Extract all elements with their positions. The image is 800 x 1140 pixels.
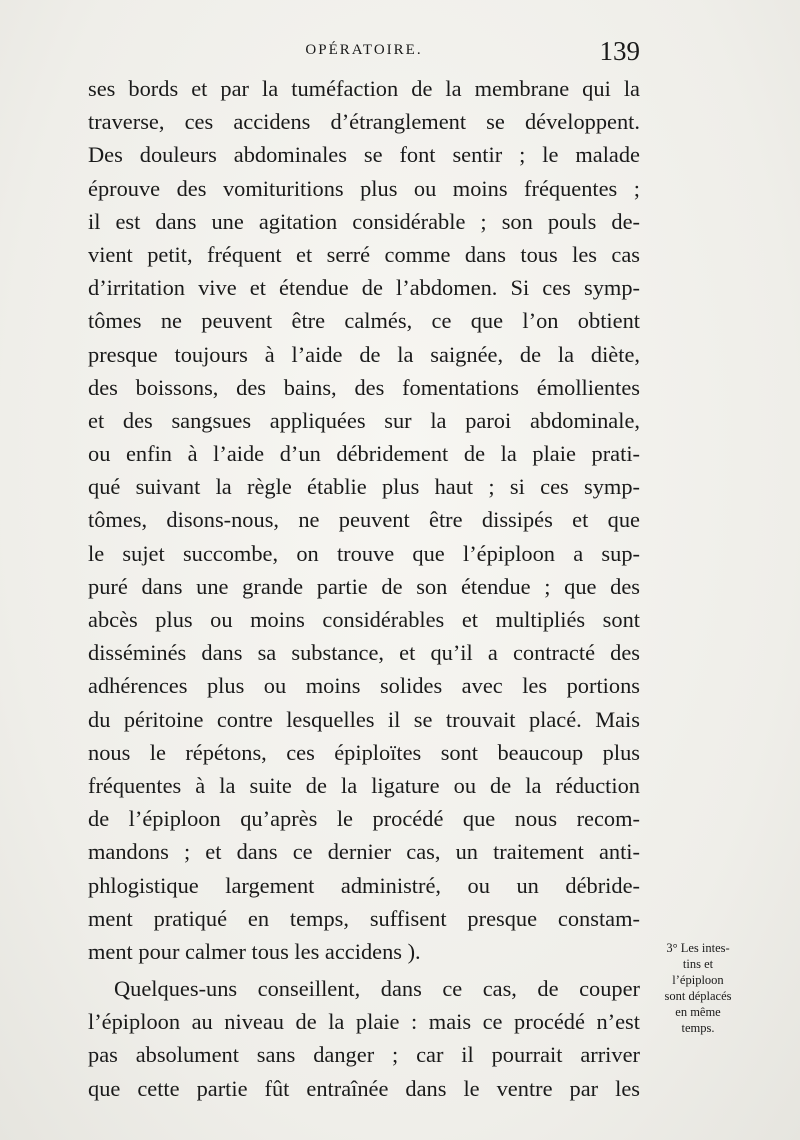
- text-line: Des douleurs abdominales se font sentir ; le malade: [88, 142, 640, 168]
- text-line: puré dans une grande partie de son étendue ; que des: [88, 573, 640, 599]
- marginal-line: sont déplacés: [664, 989, 732, 1003]
- text-line: traverse, ces accidens d’étranglement se développent.: [88, 109, 640, 135]
- text-line: des boissons, des bains, des fomentations émollientes: [88, 374, 640, 400]
- text-line: tômes, disons-nous, ne peuvent être dissipés et que: [88, 507, 640, 533]
- text-line: ses bords et par la tuméfaction de la membrane qui la: [88, 76, 640, 101]
- text-line: mandons ; et dans ce dernier cas, un traitement anti-: [88, 839, 640, 865]
- text-line: qué suivant la règle établie plus haut ; si ces symp-: [88, 474, 640, 500]
- text-line: éprouve des vomituritions plus ou moins fréquentes ;: [88, 175, 640, 201]
- text-line: tômes ne peuvent être calmés, ce que l’on obtient: [88, 308, 640, 334]
- body-text: [88, 72, 640, 1105]
- text-line: vient petit, fréquent et serré comme dans tous les cas: [88, 241, 640, 267]
- text-line: fréquentes à la suite de la ligature ou de la réduction: [88, 772, 640, 798]
- paragraph-1: [88, 72, 640, 968]
- text-line: d’irritation vive et étendue de l’abdomen. Si ces symp-: [88, 275, 640, 301]
- text-line: le sujet succombe, on trouve que l’épiploon a sup-: [88, 540, 640, 566]
- text-line: Quelques-uns conseillent, dans ce cas, de couper: [114, 976, 640, 1002]
- text-line: et des sangsues appliquées sur la paroi abdominale,: [88, 407, 640, 433]
- marginal-note: [648, 940, 748, 1036]
- text-line: nous le répétons, ces épiploïtes sont beaucoup plus: [88, 739, 640, 765]
- running-head: OPÉRATOIRE.: [305, 42, 423, 58]
- text-line: pas absolument sans danger ; car il pourrait arriver: [88, 1042, 640, 1068]
- page-header: [88, 36, 640, 70]
- marginal-line: l’épiploon: [672, 973, 724, 987]
- marginal-line: en même: [675, 1005, 721, 1019]
- text-line: abcès plus ou moins considérables et multipliés sont: [88, 607, 640, 632]
- text-line: disséminés dans sa substance, et qu’il a contracté des: [88, 640, 640, 666]
- marginal-line: 3° Les intes-: [666, 941, 730, 955]
- paragraph-2: [88, 972, 640, 1105]
- text-line: que cette partie fût entraînée dans le ventre par les: [88, 1075, 640, 1101]
- text-line: du péritoine contre lesquelles il se trouvait placé. Mais: [88, 706, 640, 732]
- text-line: ou enfin à l’aide d’un débridement de la plaie prati-: [88, 441, 640, 467]
- text-line: ment pour calmer tous les accidens ).: [88, 938, 421, 964]
- text-line: adhérences plus ou moins solides avec les portions: [88, 673, 640, 699]
- text-line: ment pratiqué en temps, suffisent presque constam-: [88, 905, 640, 931]
- text-line: il est dans une agitation considérable ; son pouls de-: [88, 208, 640, 234]
- text-line: phlogistique largement administré, ou un débride-: [88, 872, 640, 898]
- marginal-line: tins et: [682, 957, 714, 971]
- text-line: de l’épiploon qu’après le procédé que nous recom-: [88, 806, 640, 832]
- page-number: 139: [599, 36, 640, 66]
- marginal-line: temps.: [681, 1021, 715, 1035]
- text-line: l’épiploon au niveau de la plaie : mais ce procédé n’est: [88, 1009, 640, 1035]
- text-line: presque toujours à l’aide de la saignée, de la diète,: [88, 341, 640, 367]
